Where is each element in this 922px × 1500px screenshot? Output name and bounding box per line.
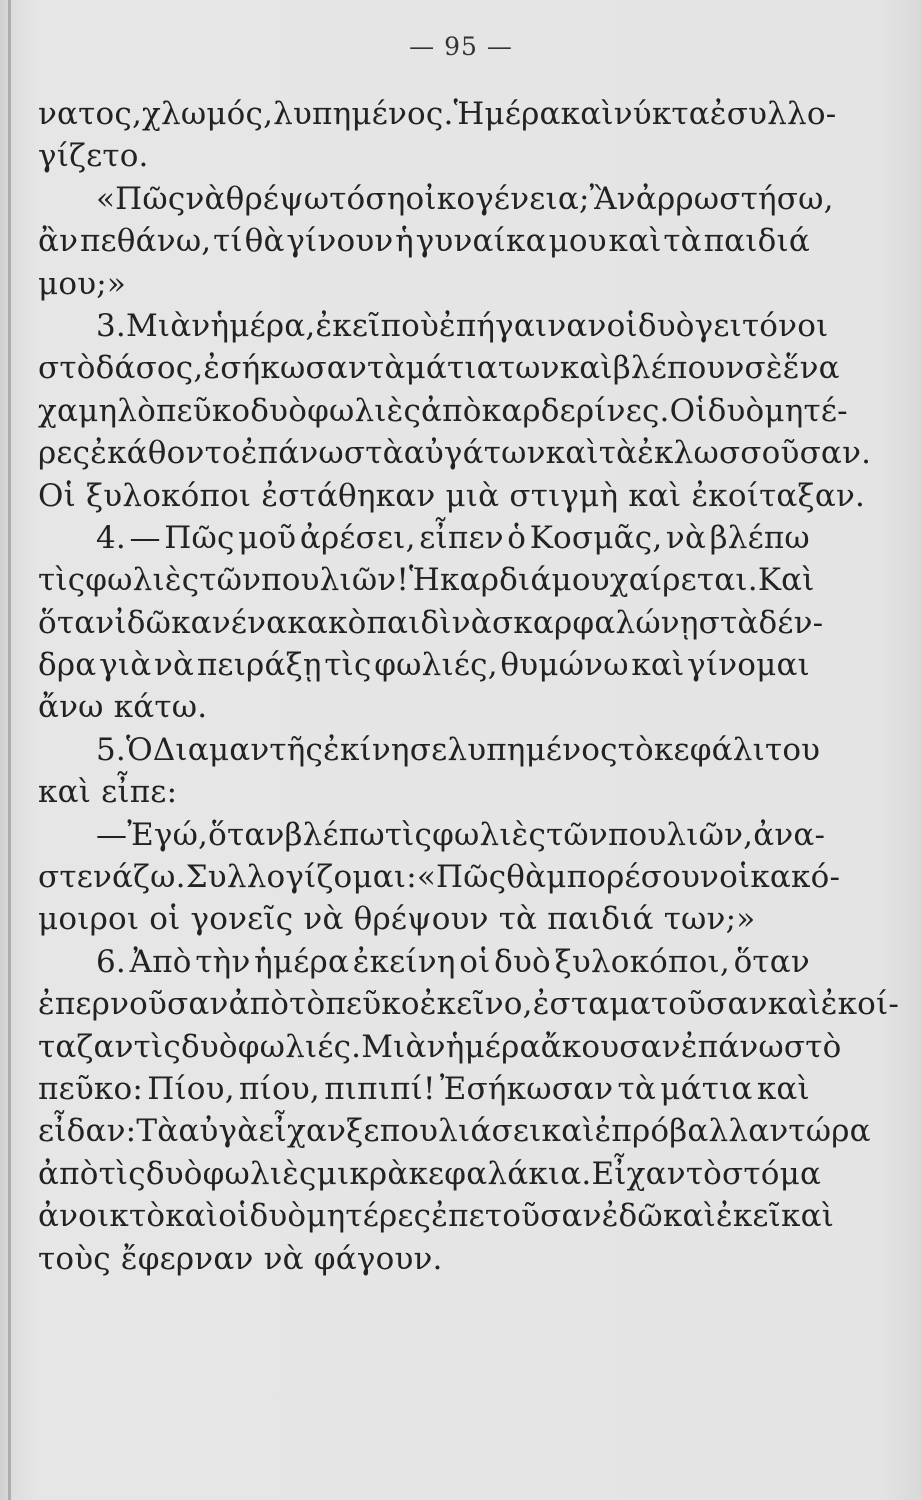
word: ξυλοκόποι, <box>554 943 730 980</box>
text-line <box>38 1153 822 1195</box>
word: ἡ <box>395 223 414 260</box>
word: Ἐγώ, <box>127 816 209 853</box>
word: ἐκίνησε <box>323 731 448 768</box>
text-line <box>38 93 837 135</box>
word: καὶ <box>631 647 685 684</box>
text-line <box>38 814 826 856</box>
word: Μιὰν <box>361 1028 446 1065</box>
word: κεφάλι <box>653 731 765 768</box>
word: Πίου, <box>147 1070 235 1107</box>
word: τὰ <box>598 435 638 472</box>
word: πεῦκο <box>325 986 420 1023</box>
word: Καὶ <box>757 562 815 599</box>
word: χαμηλὸ <box>38 392 156 429</box>
text-line <box>38 644 810 686</box>
word: ἀπὸ <box>228 986 290 1023</box>
text-line: Οἱ ξυλοκόποι ἐστάθηκαν μιὰ στιγμὴ καὶ ἐκοίταξαν. <box>38 477 866 514</box>
word: πουλιῶν, <box>607 816 754 853</box>
word: νὰ <box>154 647 195 684</box>
word: Ἀπὸ <box>129 943 192 980</box>
word: τί <box>213 223 243 260</box>
word: 5. <box>96 731 126 768</box>
word: οἱ <box>606 307 638 344</box>
word: φωλιές, <box>374 647 498 684</box>
word: ἐκάθοντο <box>90 435 241 472</box>
word: ἂν <box>38 223 79 260</box>
word: οἱ <box>459 943 491 980</box>
word: τὴν <box>195 943 251 980</box>
word: «Πῶς <box>416 859 507 896</box>
word: ἀπὸ <box>38 1155 99 1192</box>
word: κακό- <box>750 859 841 896</box>
text-line: μου;» <box>38 265 127 302</box>
word: Διαμαντῆς <box>152 731 324 768</box>
word: ἐπετοῦσαν <box>431 1198 602 1235</box>
word: φωλιὲς <box>307 392 422 429</box>
word: μπορέσουν <box>546 859 720 896</box>
word: τῶν <box>199 562 262 599</box>
word: βλέπουν <box>612 350 745 387</box>
text-line <box>38 983 900 1025</box>
word: νύκτα <box>613 96 710 132</box>
text-line: καὶ εἶπε: <box>38 774 178 811</box>
word: ἀρρωστήσω, <box>635 180 834 217</box>
word: τὶς <box>133 1028 181 1065</box>
word: ρες <box>38 435 91 472</box>
word: ἐκείνη <box>352 943 456 980</box>
word: ὅταν <box>208 816 285 853</box>
word: Εἶχαν <box>591 1155 686 1192</box>
word: νὰ <box>451 604 492 641</box>
word: του <box>764 731 821 768</box>
word: Ἡ <box>409 562 440 599</box>
word: Ὁ <box>125 731 153 768</box>
word: αὐγὰ <box>178 1113 259 1150</box>
word: ἐσταματοῦσαν <box>532 986 768 1023</box>
word: μάτια <box>405 350 498 387</box>
word: κανένα <box>171 604 288 641</box>
word: ἀρέσει, <box>299 519 416 556</box>
text-line <box>38 347 840 389</box>
word: ἐκεῖ <box>715 1198 782 1235</box>
text-line <box>38 305 829 347</box>
gutter-shadow <box>8 0 11 1500</box>
word: καρδερίνες. <box>481 392 670 429</box>
word: πεῦκο: <box>38 1070 143 1107</box>
text-line <box>38 856 841 898</box>
word: τὶς <box>98 1155 146 1192</box>
word: τῶν <box>546 816 608 853</box>
word: στὰ <box>698 604 759 641</box>
word: ἡμέρα, <box>210 307 316 344</box>
word: ἐκοί- <box>820 986 900 1023</box>
text-line <box>38 517 810 559</box>
word: ἕνα <box>782 350 840 387</box>
word: αὐγά <box>403 435 484 472</box>
word: οἰκογένεια; <box>405 180 590 217</box>
word: τὶς <box>38 562 86 599</box>
word: καὶ <box>662 1198 716 1235</box>
word: ἡμέρα <box>445 1028 541 1065</box>
word: θρέψω <box>225 180 330 217</box>
text-line <box>38 178 834 220</box>
word: τὶς <box>384 816 433 853</box>
word: ἐσυλλο- <box>709 96 837 132</box>
word: σκαρφαλώνῃ <box>491 604 699 641</box>
word: χαίρεται. <box>609 562 758 599</box>
word: ἀπὸ <box>421 392 482 429</box>
word: δυὸ <box>145 1155 203 1192</box>
word: Ἡμέρα <box>453 96 561 132</box>
word: στὸ <box>783 1028 842 1065</box>
text-line: μοιροι οἱ γονεῖς νὰ θρέψουν τὰ παιδιά των;» <box>38 901 756 938</box>
word: ἐπάνω <box>680 1028 784 1065</box>
word: καὶ <box>767 986 821 1023</box>
word: 3. <box>96 307 126 344</box>
word: των <box>483 435 546 472</box>
word: εἶχαν <box>258 1113 347 1150</box>
word: νὰ <box>185 180 226 217</box>
word: μητέρες <box>306 1198 432 1235</box>
word: τὰ <box>367 350 406 387</box>
word: μου <box>548 223 607 260</box>
word: στόμα <box>722 1155 822 1192</box>
page-number: — 95 — <box>409 32 513 61</box>
word: — <box>96 816 128 853</box>
word: δάσος, <box>95 350 204 387</box>
word: τὶς <box>324 647 372 684</box>
word: 4. <box>96 519 126 556</box>
word: Ἐσήκωσαν <box>439 1070 614 1107</box>
word: των <box>497 350 560 387</box>
word: ἀνοικτὸ <box>38 1198 166 1235</box>
word: χλωμός, <box>142 96 274 132</box>
word: ἐπήγαιναν <box>438 307 607 344</box>
text-line <box>38 941 810 983</box>
text-line: τοὺς ἔφερναν νὰ φάγουν. <box>38 1240 443 1277</box>
word: καὶ <box>165 1198 219 1235</box>
word: ἐπρόβαλλαν <box>594 1113 789 1150</box>
word: τώρα <box>788 1113 871 1150</box>
word: δέν- <box>758 604 824 641</box>
body-text <box>38 93 900 1280</box>
word: τὸ <box>289 986 326 1023</box>
word: τόση <box>329 180 406 217</box>
word: φωλιὲς <box>432 816 547 853</box>
word: καὶ <box>608 223 662 260</box>
word: νὰ <box>665 519 707 556</box>
word: βλέπω <box>284 816 385 853</box>
word: γίνομαι <box>687 647 810 684</box>
word: στὰ <box>343 435 404 472</box>
word: Κοσμᾶς, <box>529 519 663 556</box>
word: καὶ <box>756 1070 810 1107</box>
word: μοῦ <box>238 519 297 556</box>
word: τὰ <box>617 1070 656 1107</box>
word: ταζαν <box>38 1028 134 1065</box>
word: δυὸ <box>494 943 551 980</box>
word: στενάζω. <box>38 859 186 896</box>
word: δυὸ <box>707 392 765 429</box>
word: πεθάνω, <box>79 223 212 260</box>
word: κακὸ <box>287 604 367 641</box>
text-line: ἄνω κάτω. <box>38 689 208 726</box>
word: ἐκεῖ <box>315 307 381 344</box>
word: ἡμέρα <box>254 943 350 980</box>
word: τὸ <box>617 731 654 768</box>
word: φωλιὲς <box>202 1155 317 1192</box>
word: καὶ <box>559 350 613 387</box>
word: φωλιὲς <box>85 562 200 599</box>
word: ἐκεῖνο, <box>419 986 533 1023</box>
word: πίου, <box>239 1070 320 1107</box>
text-line <box>38 602 824 644</box>
word: ὅταν <box>733 943 810 980</box>
word: μου <box>551 562 610 599</box>
word: γίνουν <box>286 223 394 260</box>
word: σὲ <box>744 350 783 387</box>
text-line <box>38 432 872 474</box>
word: 6. <box>96 943 126 980</box>
word: κεφαλάκια. <box>408 1155 592 1192</box>
word: οἱ <box>218 1198 250 1235</box>
word: Πῶς <box>164 519 235 556</box>
word: — <box>129 519 161 556</box>
word: πιπιπί! <box>324 1070 436 1107</box>
word: γιὰ <box>99 647 152 684</box>
word: ἐδῶ <box>601 1198 663 1235</box>
word: δυὸ <box>180 1028 238 1065</box>
text-line <box>38 559 815 601</box>
word: λυπημένος. <box>273 96 454 132</box>
word: οἱ <box>719 859 751 896</box>
word: παιδιά <box>703 223 810 260</box>
word: τὰ <box>663 223 702 260</box>
text-line <box>38 220 810 262</box>
word: ποὺ <box>380 307 439 344</box>
word: γειτόνοι <box>694 307 829 344</box>
word: Τὰ <box>136 1113 179 1150</box>
word: καὶ <box>560 96 614 132</box>
word: λυπημένος <box>447 731 618 768</box>
text-line <box>38 729 821 771</box>
word: δρα <box>38 647 97 684</box>
word: Μιὰν <box>125 307 211 344</box>
word: Συλλογίζομαι: <box>185 859 417 896</box>
word: καὶ <box>541 1113 595 1150</box>
word: ἀνα- <box>753 816 826 853</box>
word: δυὸ <box>250 392 308 429</box>
word: μικρὰ <box>316 1155 409 1192</box>
text-line <box>38 1068 810 1110</box>
word: ἐπερνοῦσαν <box>38 986 229 1023</box>
word: στὸ <box>38 350 96 387</box>
word: βλέπω <box>709 519 810 556</box>
word: Ἂν <box>589 180 636 217</box>
word: δυὸ <box>637 307 695 344</box>
word: τὸ <box>685 1155 723 1192</box>
text-line <box>38 1110 871 1152</box>
word: ξεπουλιάσει <box>346 1113 542 1150</box>
word: καρδιά <box>439 562 552 599</box>
word: πεῦκο <box>155 392 251 429</box>
word: ἐπάνω <box>240 435 344 472</box>
text-line <box>38 390 848 432</box>
word: θὰ <box>506 859 547 896</box>
word: ἄκουσαν <box>540 1028 681 1065</box>
word: παιδὶ <box>366 604 452 641</box>
word: ὁ <box>507 519 527 556</box>
word: Οἱ <box>669 392 708 429</box>
word: φωλιές. <box>237 1028 362 1065</box>
word: πουλιῶν! <box>261 562 410 599</box>
word: μητέ- <box>764 392 848 429</box>
text-line <box>38 1026 842 1068</box>
word: θυμώνω <box>500 647 629 684</box>
word: δυὸ <box>249 1198 307 1235</box>
word: πειράξῃ <box>196 647 322 684</box>
text-line <box>38 1195 835 1237</box>
word: γυναίκα <box>415 223 547 260</box>
word: εἶδαν: <box>38 1113 137 1150</box>
word: εἶπεν <box>419 519 504 556</box>
word: ἐκλωσσοῦσαν. <box>637 435 872 472</box>
word: μάτια <box>660 1070 753 1107</box>
word: νατος, <box>38 96 143 132</box>
word: καὶ <box>781 1198 835 1235</box>
word: «Πῶς <box>96 180 186 217</box>
word: ἰδῶ <box>114 604 172 641</box>
word: ἐσήκωσαν <box>203 350 367 387</box>
text-line: γίζετο. <box>38 138 149 175</box>
word: καὶ <box>545 435 599 472</box>
word: θὰ <box>244 223 285 260</box>
word: ὅταν <box>38 604 115 641</box>
